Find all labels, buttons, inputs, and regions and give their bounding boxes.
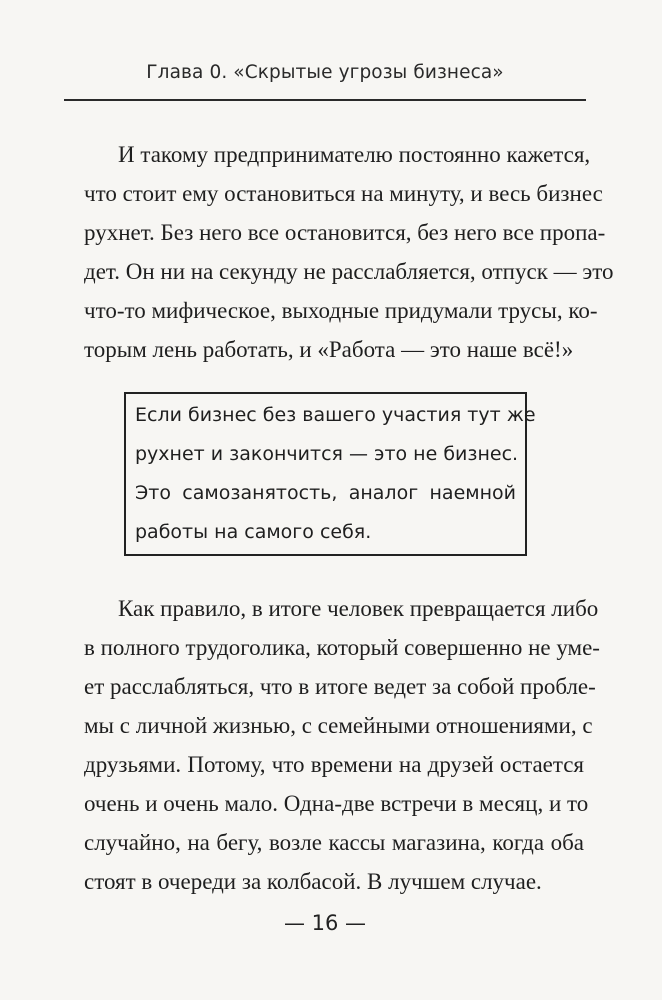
paragraph-2 [84,589,600,901]
paragraph-line: что стоит ему остановиться на минуту, и весь бизнес [84,181,603,206]
callout-box [124,392,536,556]
paragraph-line: И такому предпринимателю постоянно кажется, [118,142,591,167]
paragraph-line: стоят в очереди за колбасой. В лучшем случае. [84,869,542,894]
callout-line: Если бизнес без вашего участия тут же [135,404,536,426]
paragraph-1 [84,135,614,369]
callout-line: рухнет и закончится — это не бизнес. [135,443,519,465]
paragraph-line: очень и очень мало. Одна-две встречи в месяц, и то [84,791,589,816]
header-rule [64,99,586,101]
page-number: — 16 — [283,911,367,935]
callout-line: работы на самого себя. [135,521,372,543]
callout-text [135,396,536,552]
paragraph-line: рухнет. Без него все остановится, без него все пропа- [84,220,606,245]
paragraph-line: случайно, на бегу, возле кассы магазина, когда оба [84,830,584,855]
callout-line: Это самозанятость, аналог наемной [135,482,516,504]
paragraph-line: друзьями. Потому, что времени на друзей остается [84,752,584,777]
paragraph-line: мы с личной жизнью, с семейными отношениями, с [84,713,593,738]
paragraph-line: Как правило, в итоге человек превращается либо [118,596,599,621]
running-header: Глава 0. «Скрытые угрозы бизнеса» [146,62,504,83]
paragraph-line: дет. Он ни на секунду не расслабляется, отпуск — это [84,259,614,284]
paragraph-line: ет расслабляться, что в итоге ведет за собой пробле- [84,674,596,699]
paragraph-line: в полного трудоголика, который совершенно не уме- [84,635,600,660]
paragraph-line: что-то мифическое, выходные придумали трусы, ко- [84,298,598,323]
paragraph-line: торым лень работать, и «Работа — это наше всё!» [84,337,574,362]
